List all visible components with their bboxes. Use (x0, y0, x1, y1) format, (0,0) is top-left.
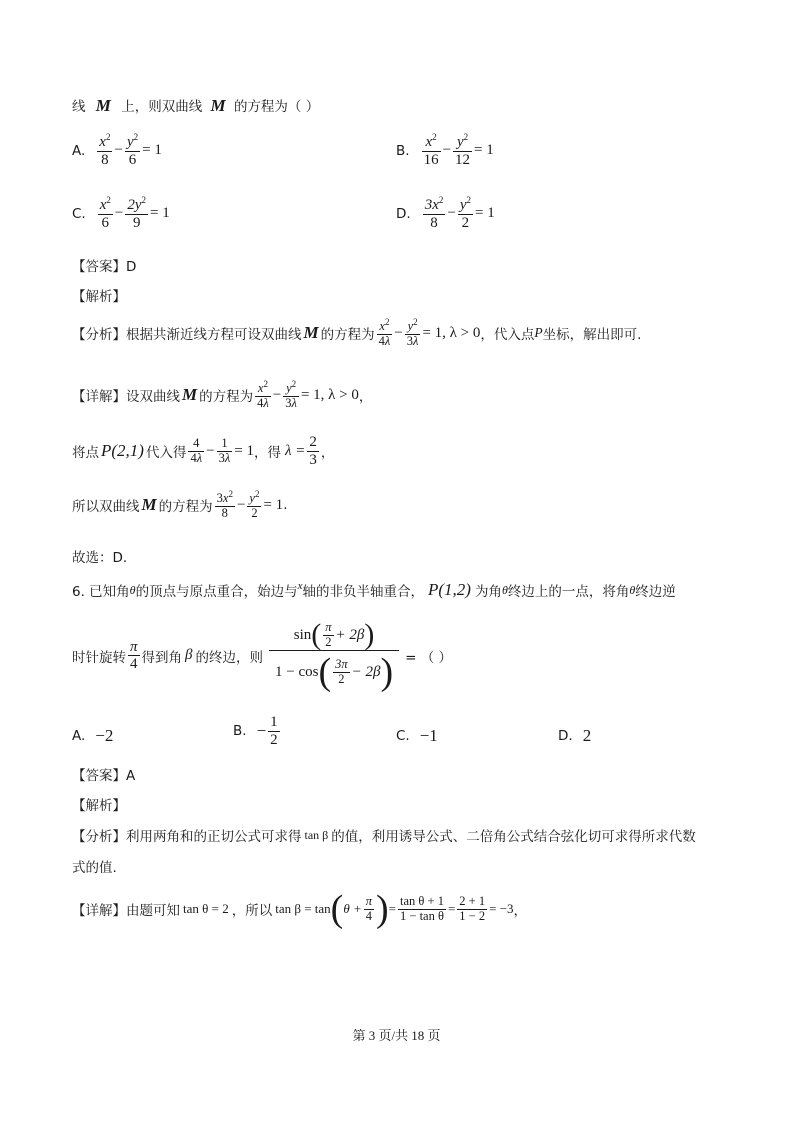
q5-xiangjie-1: 【详解】 设双曲线 M 的方程为 $\frac{x^2}{4\lambda}$ − $\frac{y^2}{3\lambda}$ = 1, λ > 0 ， (72, 379, 373, 410)
fraction-pi-4: $\frac{\pi}{4}$ (365, 893, 373, 923)
fraction: $\frac{x^2}{6}$ (99, 195, 111, 231)
q5-option-b[interactable]: B. $\frac{x^2}{16}$ − $\frac{y^2}{12}$ = 1 (396, 132, 494, 168)
q5-stem-line (72, 95, 319, 116)
q5-xiangjie-3: 所以双曲线 M 的方程为 $\frac{3x^2}{8}$ − $\frac{y^2}{2}$ = 1 . (72, 489, 288, 520)
xiangjie-text: 设双曲线 (126, 389, 180, 406)
q5-choose: 故选：D. (72, 550, 128, 566)
xiangjie-text: 的方程为 (158, 499, 213, 516)
q5-option-a[interactable]: A. $\frac{x^2}{8}$ − $\frac{y^2}{6}$ = 1 (72, 132, 162, 168)
q5-xiangjie-2: 将点 P(2,1) 代入得 $\frac{4}{4\lambda}$ − $\frac{1}{3\lambda}$ = 1 ，得 λ = $\frac{2}{3}$ ， (72, 434, 335, 468)
tan-beta: tan β (304, 827, 329, 842)
var-theta: θ (629, 582, 636, 597)
stem-text: 得到角 (141, 649, 183, 666)
q6-xiangjie: 【详解】 由题可知 tan θ = 2 ，所以 tan β = tan ( θ + $\frac{\pi}{4}$ ) = $\frac{\text{tan θ + 1}}{\text{1 − tan θ}}$ = $\frac{2 + 1}{1 - 2}$ = −3 ， (72, 888, 528, 930)
tan-theta-eq: tan θ = 2 (183, 901, 229, 916)
answer-value: A (126, 768, 136, 784)
stem-text: 6. 已知角 (72, 584, 130, 600)
option-value: −1 (419, 726, 438, 745)
option-label: C. (396, 728, 410, 744)
page-footer: 第 3 页/共 18 页 (352, 1028, 441, 1043)
fraction: $\frac{1}{2}$ (270, 714, 278, 748)
stem-text: 的方程为（ ） (233, 99, 320, 115)
xiangjie-text: ，所以 (231, 903, 273, 919)
xiangjie-text: 由题可知 (126, 903, 180, 919)
var-M: M (95, 96, 111, 115)
xiangjie-text: 所以双曲线 (72, 499, 140, 516)
q6-fenxi-line1 (72, 825, 696, 845)
stem-text: 的终边，则 (195, 649, 263, 666)
fraction: $\frac{x^2}{4\lambda}$ (378, 317, 391, 348)
option-label: D. (396, 205, 411, 222)
fraction: $\frac{4}{4\lambda}$ (190, 435, 203, 465)
fraction: $\frac{y^2}{12}$ (455, 132, 471, 168)
point-P: P(1,2) (427, 580, 471, 599)
q6-option-b[interactable] (233, 714, 282, 748)
var-x: x (297, 580, 303, 592)
q6-stem-line1 (72, 580, 676, 600)
fenxi-text: 坐标，解出即可. (542, 327, 642, 344)
var-beta: β (185, 647, 193, 663)
xiangjie-text: 的方程为 (199, 389, 254, 406)
option-label: D. (558, 728, 573, 744)
stem-text: 为角 (474, 584, 502, 600)
fraction: $\frac{y^2}{6}$ (126, 132, 139, 168)
xiangjie-text: ， (358, 389, 373, 406)
xiangjie-tag: 【详解】 (72, 389, 126, 406)
stem-text: 上，则双曲线 (121, 99, 203, 115)
theta-plus: θ + (343, 901, 362, 916)
stem-text: 的顶点与原点重合，始边与 (135, 584, 298, 600)
result: = −3 (489, 901, 514, 916)
option-label: B. (396, 142, 410, 159)
fenxi-text: 利用两角和的正切公式可求得 (126, 829, 302, 845)
fenxi-text: ，代入点 (480, 327, 535, 344)
fraction: $\frac{x^2}{16}$ (423, 132, 439, 168)
fraction-pi-4: $\frac{\pi}{4}$ (130, 638, 138, 672)
fraction: $\frac{y^2}{2}$ (459, 195, 471, 231)
equation-rhs: = 1 (234, 442, 254, 459)
lambda-condition: = 1, λ > 0 (300, 386, 359, 403)
q5-option-d[interactable]: D. $\frac{3x^2}{8}$ − $\frac{y^2}{2}$ = 1 (396, 195, 495, 231)
option-label: A. (72, 728, 86, 744)
xiangjie-text: 代入得 (145, 445, 187, 461)
q6-stem-line2 (72, 620, 452, 691)
var-M: M (141, 495, 157, 515)
q5-option-c[interactable]: C. $\frac{x^2}{6}$ − $\frac{2y^2}{9}$ = 1 (72, 195, 170, 231)
xiangjie-text: ， (320, 445, 335, 461)
fraction: $\frac{x^2}{8}$ (99, 132, 111, 168)
xiangjie-text: . (283, 497, 288, 514)
fraction: $\frac{3x^2}{8}$ (216, 489, 233, 520)
fraction: $\frac{1}{3\lambda}$ (218, 435, 231, 465)
lambda-condition: = 1, λ > 0 (422, 324, 481, 341)
q6-option-d[interactable] (558, 726, 591, 746)
q5-fenxi: 【分析】 根据共渐近线方程可设双曲线 M 的方程为 $\frac{x^2}{4\lambda}$ − $\frac{y^2}{3\lambda}$ = 1, λ > 0 ，代入点 P 坐标，解出即可. (72, 317, 642, 348)
option-value: − (256, 721, 267, 740)
xiangjie-tag: 【详解】 (72, 903, 126, 919)
fenxi-text: 根据共渐近线方程可设双曲线 (126, 327, 302, 344)
xiangjie-text: 将点 (72, 445, 99, 461)
fraction: $\frac{2}{3}$ (309, 434, 317, 468)
answer-tag: 【答案】 (72, 768, 126, 784)
answer-tag: 【答案】 (72, 259, 126, 275)
equation-rhs: = 1 (263, 496, 284, 513)
option-value: −2 (95, 726, 114, 745)
trig-fraction: sin ( $\frac{\pi}{2}$ + 2β ) 1 − cos ( $\frac{3\pi}{2}$ − 2β ) (269, 620, 399, 691)
var-M: M (303, 323, 319, 343)
fenxi-tag: 【分析】 (72, 327, 126, 344)
q6-option-c[interactable] (396, 726, 438, 746)
xiangjie-text: ，得 (254, 445, 281, 461)
fraction: $\frac{2y^2}{9}$ (127, 195, 147, 231)
var-M: M (210, 96, 226, 115)
stem-text: 终边上的一点，将角 (507, 584, 630, 600)
stem-text: = （ ） (405, 649, 453, 666)
xiangjie-text: ， (513, 903, 528, 919)
fraction: $\frac{y^2}{3\lambda}$ (406, 317, 419, 348)
fraction: $\frac{y^2}{3\lambda}$ (285, 379, 297, 410)
fraction: $\frac{\text{tan θ + 1}}{\text{1 − tan θ}}$ (400, 893, 444, 923)
option-label: A. (72, 142, 86, 159)
var-M: M (182, 385, 198, 405)
q6-answer (72, 764, 135, 784)
fenxi-tag: 【分析】 (72, 829, 126, 845)
fenxi-text: 的方程为 (320, 327, 375, 344)
stem-text: 轴的非负半轴重合， (302, 584, 424, 600)
stem-text: 终边逆 (635, 584, 676, 600)
option-label: C. (72, 205, 86, 222)
fraction: $\frac{x^2}{4\lambda}$ (257, 379, 269, 410)
q5-answer (72, 255, 136, 275)
stem-text: 时针旋转 (72, 649, 126, 666)
tan-beta-eq: tan β = tan (275, 901, 331, 916)
option-label: B. (233, 723, 247, 739)
fraction: $\frac{2 + 1}{1 - 2}$ (459, 893, 486, 923)
var-theta: θ (501, 582, 508, 597)
var-P: P (534, 325, 543, 341)
q5-analysis-tag: 【解析】 (72, 289, 126, 305)
fraction: $\frac{y^2}{2}$ (249, 489, 260, 520)
fenxi-text: 的值，利用诱导公式、二倍角公式结合弦化切可求得所求代数 (331, 829, 696, 845)
fraction: $\frac{3x^2}{8}$ (424, 195, 444, 231)
q6-fenxi-line2: 式的值. (72, 860, 117, 876)
q6-analysis-tag: 【解析】 (72, 798, 126, 814)
answer-value: D (126, 259, 137, 275)
option-value: 2 (582, 726, 592, 745)
lambda-eq: λ = (285, 442, 306, 459)
q6-option-a[interactable] (72, 726, 113, 746)
point-P: P(2,1) (101, 441, 144, 460)
var-theta: θ (129, 582, 136, 597)
stem-text: 线 (72, 99, 86, 115)
